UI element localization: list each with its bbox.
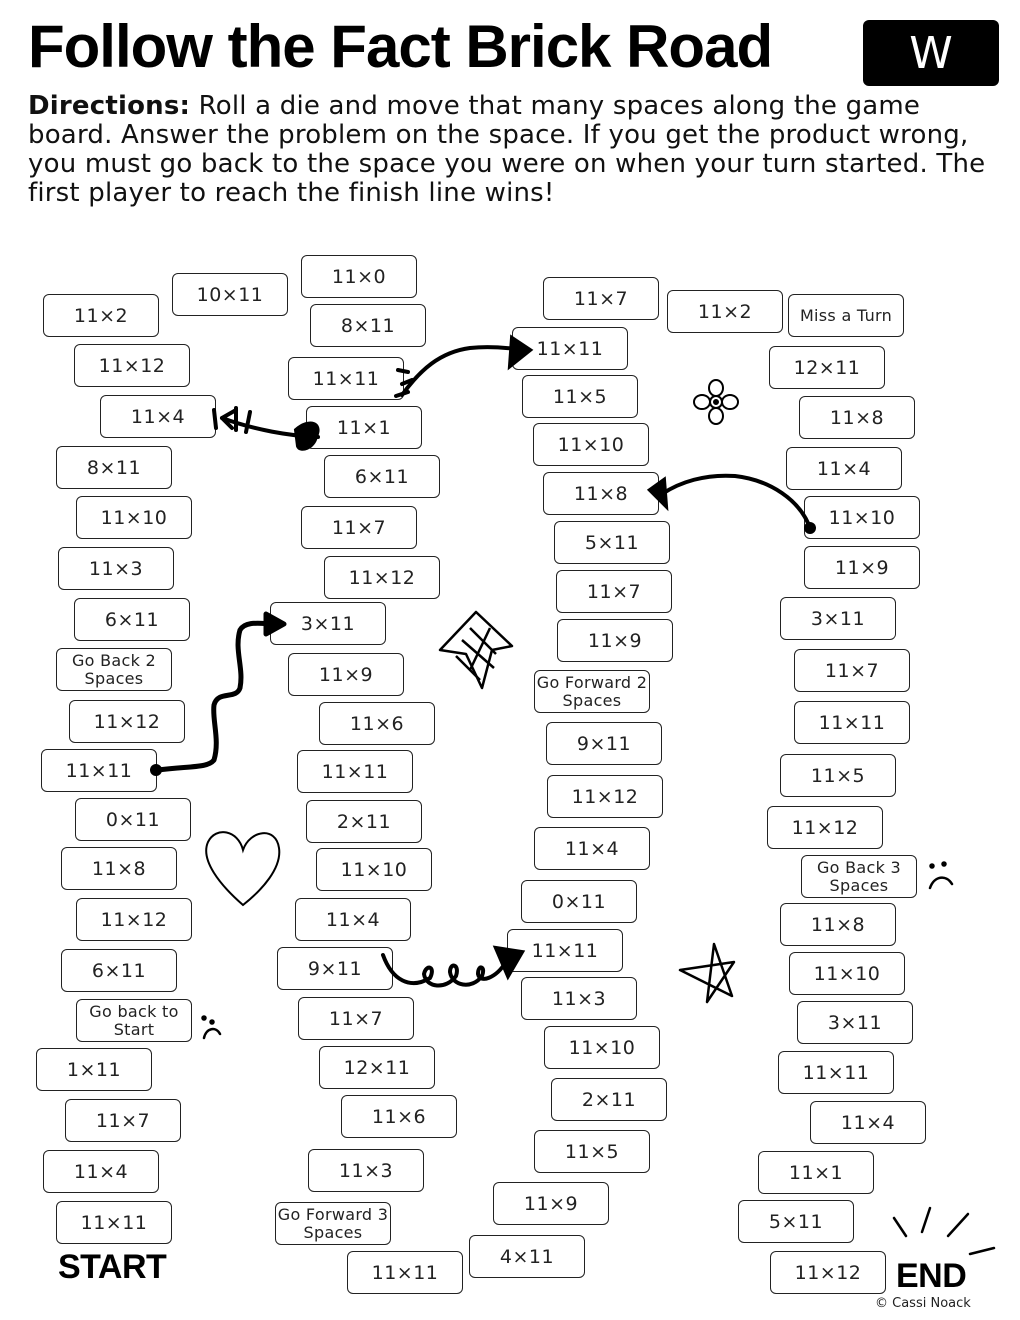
end-label: END — [896, 1257, 967, 1295]
space: 11×10 — [789, 952, 905, 995]
space: 3×11 — [270, 602, 386, 645]
go-back-3-space: Go Back 3 Spaces — [801, 855, 917, 898]
space: 11×9 — [804, 546, 920, 589]
space: 11×11 — [512, 327, 628, 370]
space: 11×8 — [799, 396, 915, 439]
space: 11×7 — [298, 997, 414, 1040]
space: 11×7 — [794, 649, 910, 692]
space: 11×0 — [301, 255, 417, 298]
space: 11×2 — [43, 294, 159, 337]
space: 4×11 — [469, 1235, 585, 1278]
space: 11×4 — [810, 1101, 926, 1144]
space: 12×11 — [769, 346, 885, 389]
space: 11×9 — [493, 1182, 609, 1225]
letter-tag: W — [863, 20, 999, 86]
space: 10×11 — [172, 273, 288, 316]
space: 11×6 — [341, 1095, 457, 1138]
space: 11×11 — [778, 1051, 894, 1094]
space: 11×11 — [507, 929, 623, 972]
space: 11×11 — [288, 357, 404, 400]
space: 11×11 — [41, 749, 157, 792]
space: 8×11 — [56, 446, 172, 489]
space: 9×11 — [277, 947, 393, 990]
space: 11×8 — [543, 472, 659, 515]
space: 5×11 — [738, 1200, 854, 1243]
space: 11×12 — [324, 556, 440, 599]
space: 11×11 — [347, 1251, 463, 1294]
start-label: START — [58, 1248, 167, 1286]
space: 11×2 — [667, 290, 783, 333]
miss-a-turn-space: Miss a Turn — [788, 294, 904, 337]
space: 11×9 — [288, 653, 404, 696]
space: 11×9 — [557, 619, 673, 662]
space: 11×12 — [547, 775, 663, 818]
space: 0×11 — [75, 798, 191, 841]
space: 11×7 — [65, 1099, 181, 1142]
space: 11×7 — [556, 570, 672, 613]
space: 11×12 — [770, 1251, 886, 1294]
directions-text: Roll a die and move that many spaces along the game board. Answer the problem on the space. If you get the product wrong, you must go back to the space you were on when your turn started. The first player to reach the finish line wins! — [28, 91, 986, 208]
space: 11×3 — [308, 1149, 424, 1192]
space: 11×4 — [295, 898, 411, 941]
space: 2×11 — [551, 1078, 667, 1121]
space: 0×11 — [521, 880, 637, 923]
space: 11×1 — [758, 1151, 874, 1194]
space: 11×1 — [306, 406, 422, 449]
space: 11×7 — [543, 277, 659, 320]
space: 6×11 — [324, 455, 440, 498]
space: 11×7 — [301, 506, 417, 549]
space: 11×4 — [534, 827, 650, 870]
space: 11×5 — [522, 375, 638, 418]
space: 1×11 — [36, 1048, 152, 1091]
space: 11×11 — [794, 701, 910, 744]
space: 11×11 — [297, 750, 413, 793]
page-title: Follow the Fact Brick Road — [28, 13, 773, 80]
space: 11×8 — [780, 903, 896, 946]
space: 11×3 — [58, 547, 174, 590]
space: 12×11 — [319, 1046, 435, 1089]
go-back-to-start-space: Go back to Start — [76, 999, 192, 1042]
space: 11×10 — [804, 496, 920, 539]
credit: © Cassi Noack — [875, 1296, 971, 1311]
go-forward-2-space: Go Forward 2 Spaces — [534, 670, 650, 713]
go-forward-3-space: Go Forward 3 Spaces — [275, 1202, 391, 1245]
space: 11×10 — [544, 1026, 660, 1069]
space: 11×12 — [69, 700, 185, 743]
space: 11×10 — [533, 423, 649, 466]
space: 11×5 — [780, 754, 896, 797]
space: 11×11 — [56, 1201, 172, 1244]
space: 11×6 — [319, 702, 435, 745]
space: 11×5 — [534, 1130, 650, 1173]
space: 5×11 — [554, 521, 670, 564]
space: 11×3 — [521, 977, 637, 1020]
space: 6×11 — [61, 949, 177, 992]
space: 9×11 — [546, 722, 662, 765]
space: 2×11 — [306, 800, 422, 843]
space: 3×11 — [780, 597, 896, 640]
space: 11×10 — [316, 848, 432, 891]
space: 11×12 — [74, 344, 190, 387]
go-back-2-space: Go Back 2 Spaces — [56, 648, 172, 691]
space: 11×10 — [76, 496, 192, 539]
directions-label: Directions: — [28, 91, 191, 121]
space: 11×4 — [43, 1150, 159, 1193]
space: 11×4 — [786, 447, 902, 490]
space: 3×11 — [797, 1001, 913, 1044]
space: 11×12 — [767, 806, 883, 849]
space: 11×4 — [100, 395, 216, 438]
space: 11×12 — [76, 898, 192, 941]
space: 6×11 — [74, 598, 190, 641]
space: 8×11 — [310, 304, 426, 347]
space: 11×8 — [61, 847, 177, 890]
